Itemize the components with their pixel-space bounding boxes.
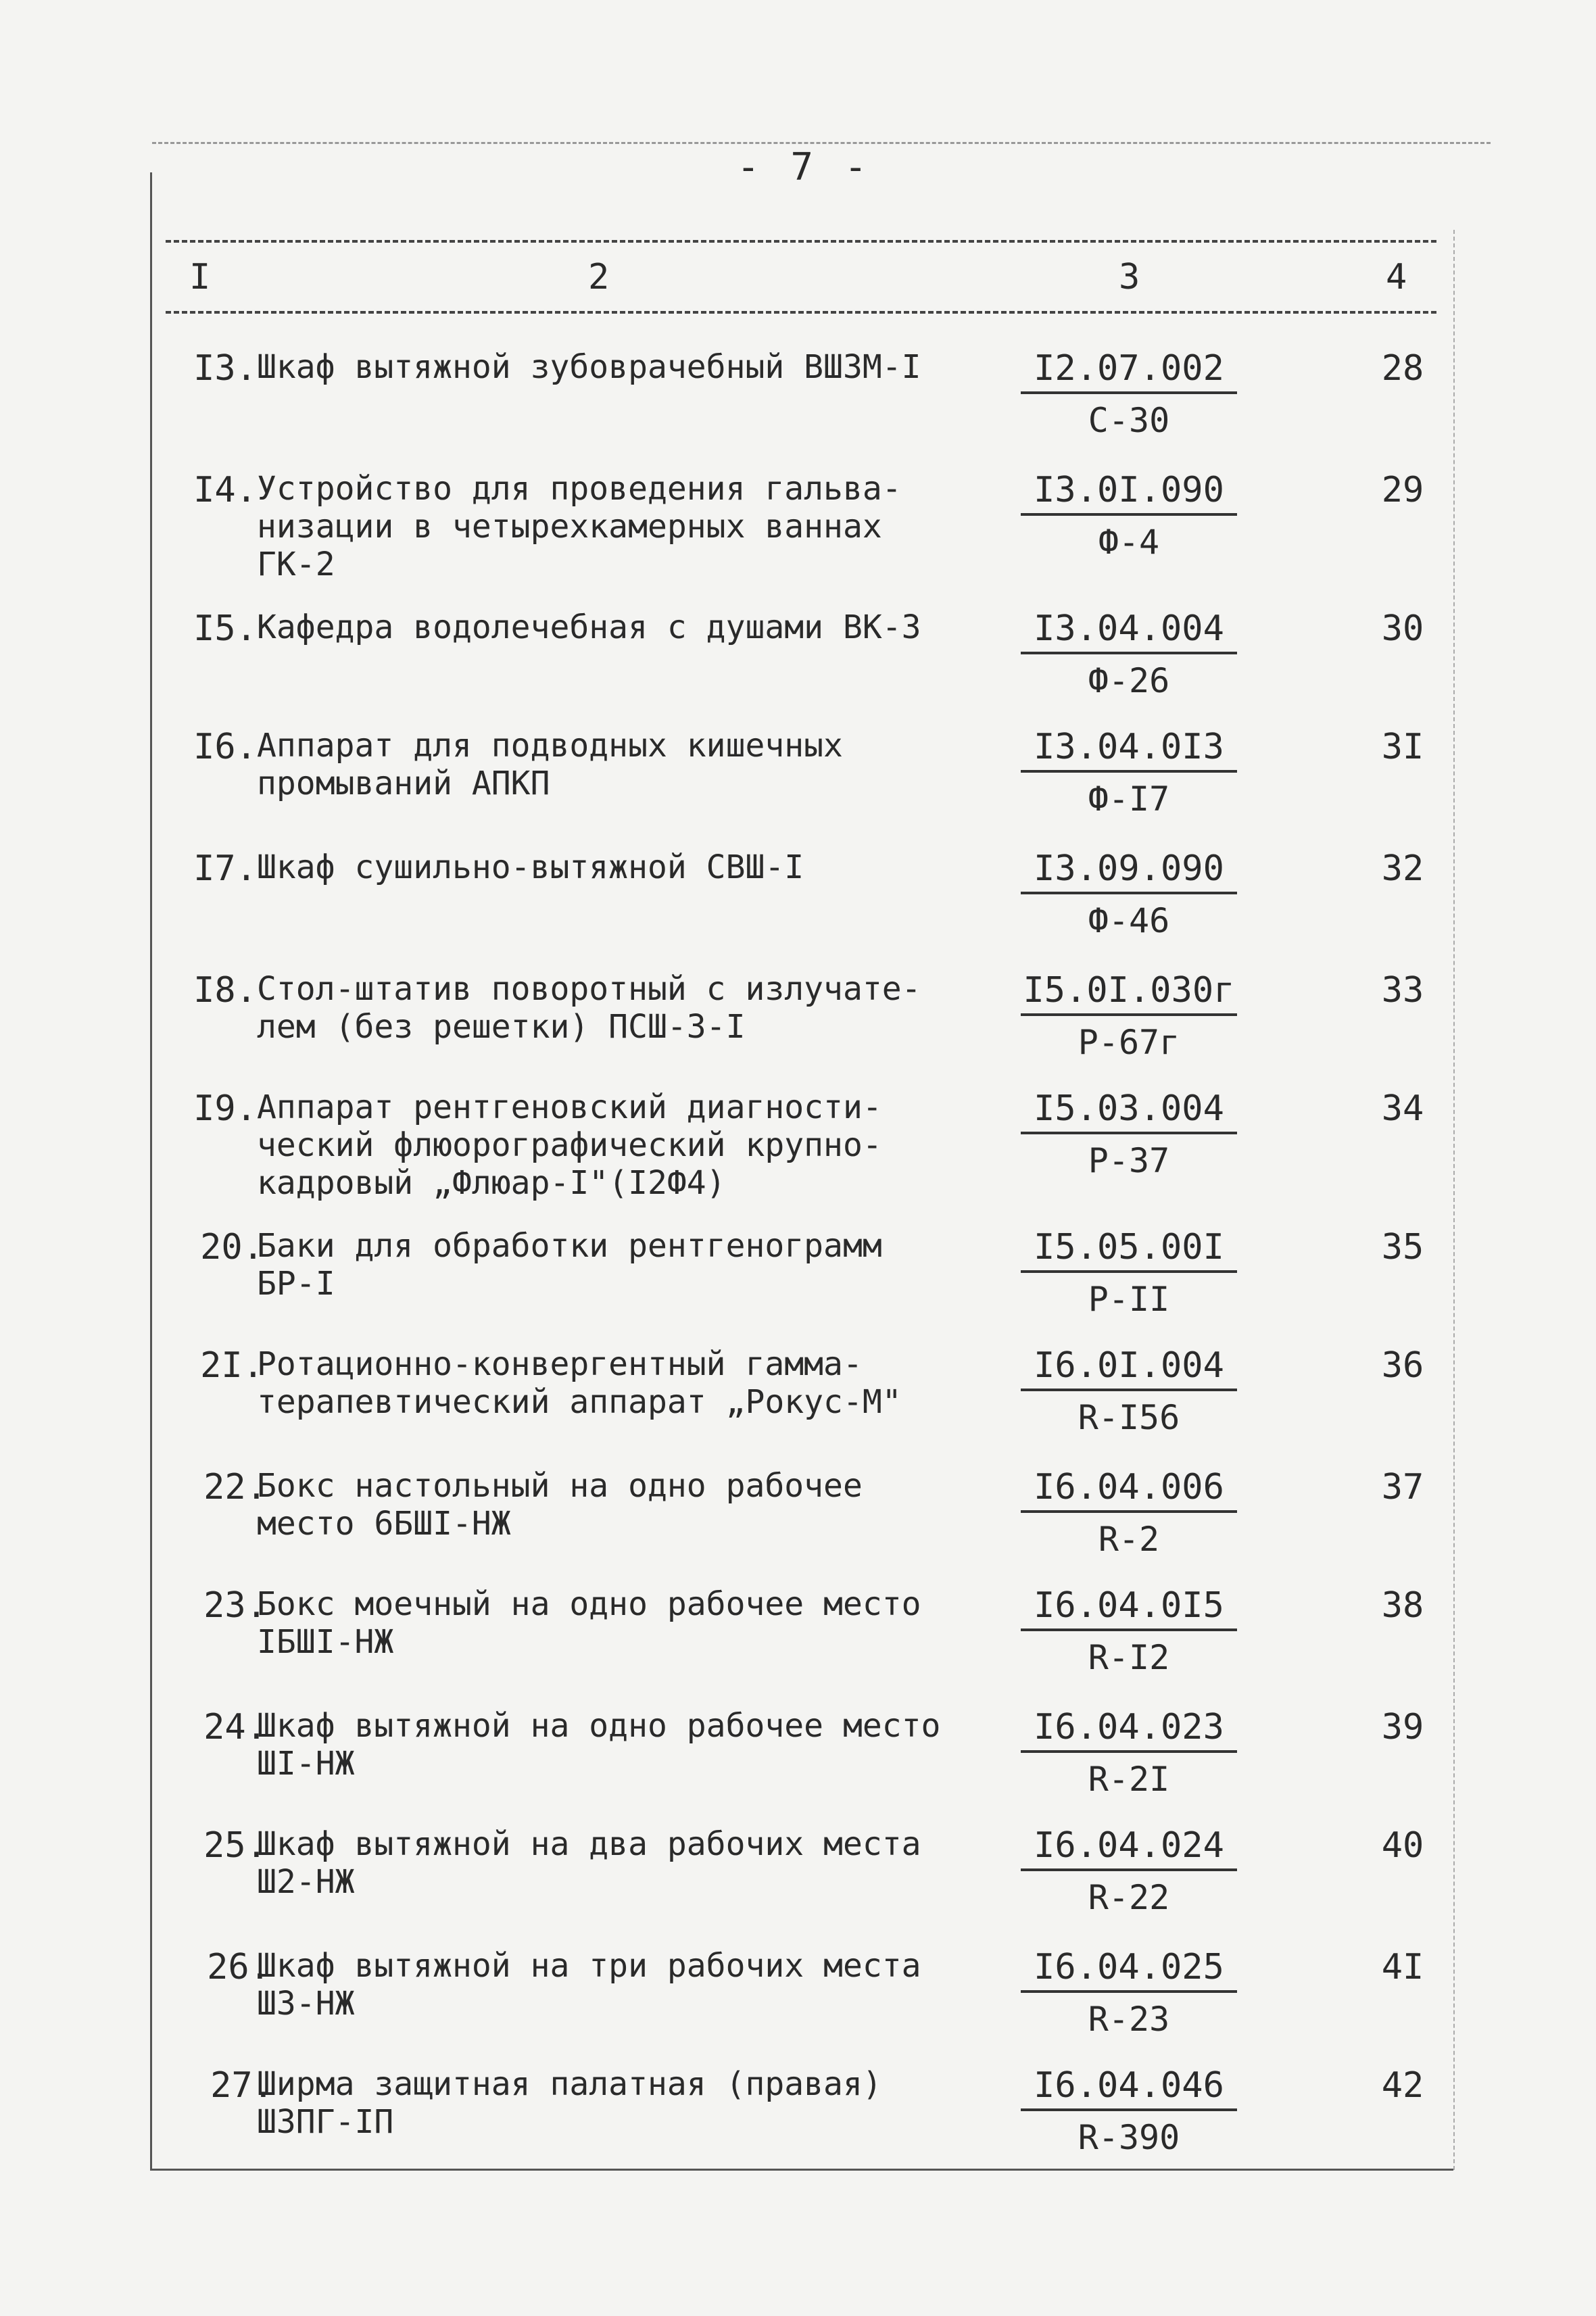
frame-right-line (1453, 230, 1455, 2170)
item-code: I6.04.0I5 (1021, 1585, 1237, 1631)
frame-bottom-line (150, 2169, 1453, 2171)
item-code: I5.05.00I (1021, 1227, 1237, 1273)
item-subcode: Р-II (1088, 1280, 1170, 1319)
item-name: Шкаф сушильно-вытяжной СВШ-I (257, 848, 804, 886)
item-subcode: R-I56 (1078, 1398, 1180, 1437)
item-page: 42 (1381, 2065, 1424, 2106)
item-code: I3.04.0I3 (1021, 727, 1237, 773)
item-page: 29 (1381, 470, 1424, 510)
item-name: Стол-штатив поворотный с излучате- лем (без решетки) ПСШ-3-I (257, 970, 921, 1046)
frame-left-line (150, 172, 152, 2170)
item-number: 2I. (200, 1345, 264, 1386)
item-code: I3.04.004 (1021, 608, 1237, 654)
item-code: I6.04.023 (1021, 1707, 1237, 1753)
item-number: I5. (193, 608, 257, 649)
item-page: 34 (1381, 1088, 1424, 1129)
item-code: I3.09.090 (1021, 848, 1237, 894)
item-name: Ширма защитная палатная (правая) ШЗПГ-IП (257, 2065, 882, 2141)
item-page: 4I (1381, 1947, 1424, 1987)
item-number: I6. (193, 727, 257, 767)
item-page: 28 (1381, 348, 1424, 389)
item-subcode: Ф-46 (1088, 901, 1170, 940)
item-subcode: С-30 (1088, 401, 1170, 440)
item-code: I5.03.004 (1021, 1088, 1237, 1134)
item-name: Устройство для проведения гальва- низации в четырехкамерных ваннах ГК-2 (257, 470, 902, 583)
item-number: I4. (193, 470, 257, 510)
item-page: 36 (1381, 1345, 1424, 1386)
item-number: I7. (193, 848, 257, 889)
item-number: 25. (203, 1825, 267, 1866)
item-subcode: R-23 (1088, 2000, 1170, 2039)
frame-top-line (152, 142, 1491, 144)
item-code: I6.04.006 (1021, 1467, 1237, 1513)
item-name: Баки для обработки рентгенограмм БР-I (257, 1227, 882, 1303)
header-rule-bottom (166, 311, 1436, 314)
item-name: Кафедра водолечебная с душами ВК-3 (257, 608, 921, 646)
item-number: 20. (200, 1227, 264, 1268)
item-number: 23. (203, 1585, 267, 1626)
item-subcode: Ф-I7 (1088, 779, 1170, 819)
item-number: I9. (193, 1088, 257, 1129)
item-name: Аппарат для подводных кишечных промываний АПКП (257, 727, 843, 802)
item-subcode: R-22 (1088, 1878, 1170, 1917)
item-code: I6.04.025 (1021, 1947, 1237, 1993)
item-subcode: Р-37 (1088, 1141, 1170, 1180)
item-name: Шкаф вытяжной на два рабочих места Ш2-НЖ (257, 1825, 921, 1901)
item-subcode: Ф-26 (1088, 661, 1170, 700)
item-name: Ротационно-конвергентный гамма- терапевтический аппарат „Рокус-М" (257, 1345, 902, 1421)
item-subcode: Ф-4 (1098, 523, 1160, 562)
column-header-2: 2 (588, 257, 610, 297)
item-name: Шкаф вытяжной на три рабочих места Ш3-НЖ (257, 1947, 921, 2023)
column-header-3: 3 (1119, 257, 1140, 297)
item-subcode: R-2I (1088, 1760, 1170, 1799)
item-subcode: R-I2 (1088, 1638, 1170, 1677)
item-subcode: R-390 (1078, 2118, 1180, 2157)
item-code: I6.04.046 (1021, 2065, 1237, 2111)
item-page: 30 (1381, 608, 1424, 649)
item-subcode: R-2 (1098, 1520, 1160, 1559)
page-number: - 7 - (737, 145, 871, 189)
item-page: 40 (1381, 1825, 1424, 1866)
item-page: 3I (1381, 727, 1424, 767)
item-code: I6.04.024 (1021, 1825, 1237, 1871)
item-code: I3.0I.090 (1021, 470, 1237, 516)
item-name: Аппарат рентгеновский диагности- ческий флюорографический крупно- кадровый „Флюар-I"(I2Ф4) (257, 1088, 882, 1202)
item-number: 27. (210, 2065, 274, 2106)
item-page: 35 (1381, 1227, 1424, 1268)
item-page: 33 (1381, 970, 1424, 1011)
item-number: I8. (193, 970, 257, 1011)
item-number: 24. (203, 1707, 267, 1747)
item-page: 38 (1381, 1585, 1424, 1626)
column-header-4: 4 (1386, 257, 1407, 297)
item-number: 26. (207, 1947, 270, 1987)
item-name: Бокс настольный на одно рабочее место 6БШI-НЖ (257, 1467, 863, 1543)
item-page: 37 (1381, 1467, 1424, 1507)
item-number: 22. (203, 1467, 267, 1507)
item-name: Бокс моечный на одно рабочее место IБШI-НЖ (257, 1585, 921, 1661)
column-header-1: I (189, 257, 211, 297)
item-code: I5.0I.030г (1021, 970, 1237, 1016)
item-name: Шкаф вытяжной на одно рабочее место ШI-НЖ (257, 1707, 941, 1783)
item-number: I3. (193, 348, 257, 389)
item-subcode: Р-67г (1078, 1023, 1180, 1062)
header-rule-top (166, 240, 1436, 243)
item-page: 39 (1381, 1707, 1424, 1747)
item-code: I6.0I.004 (1021, 1345, 1237, 1391)
item-page: 32 (1381, 848, 1424, 889)
item-code: I2.07.002 (1021, 348, 1237, 394)
item-name: Шкаф вытяжной зубоврачебный ВШЗМ-I (257, 348, 921, 386)
